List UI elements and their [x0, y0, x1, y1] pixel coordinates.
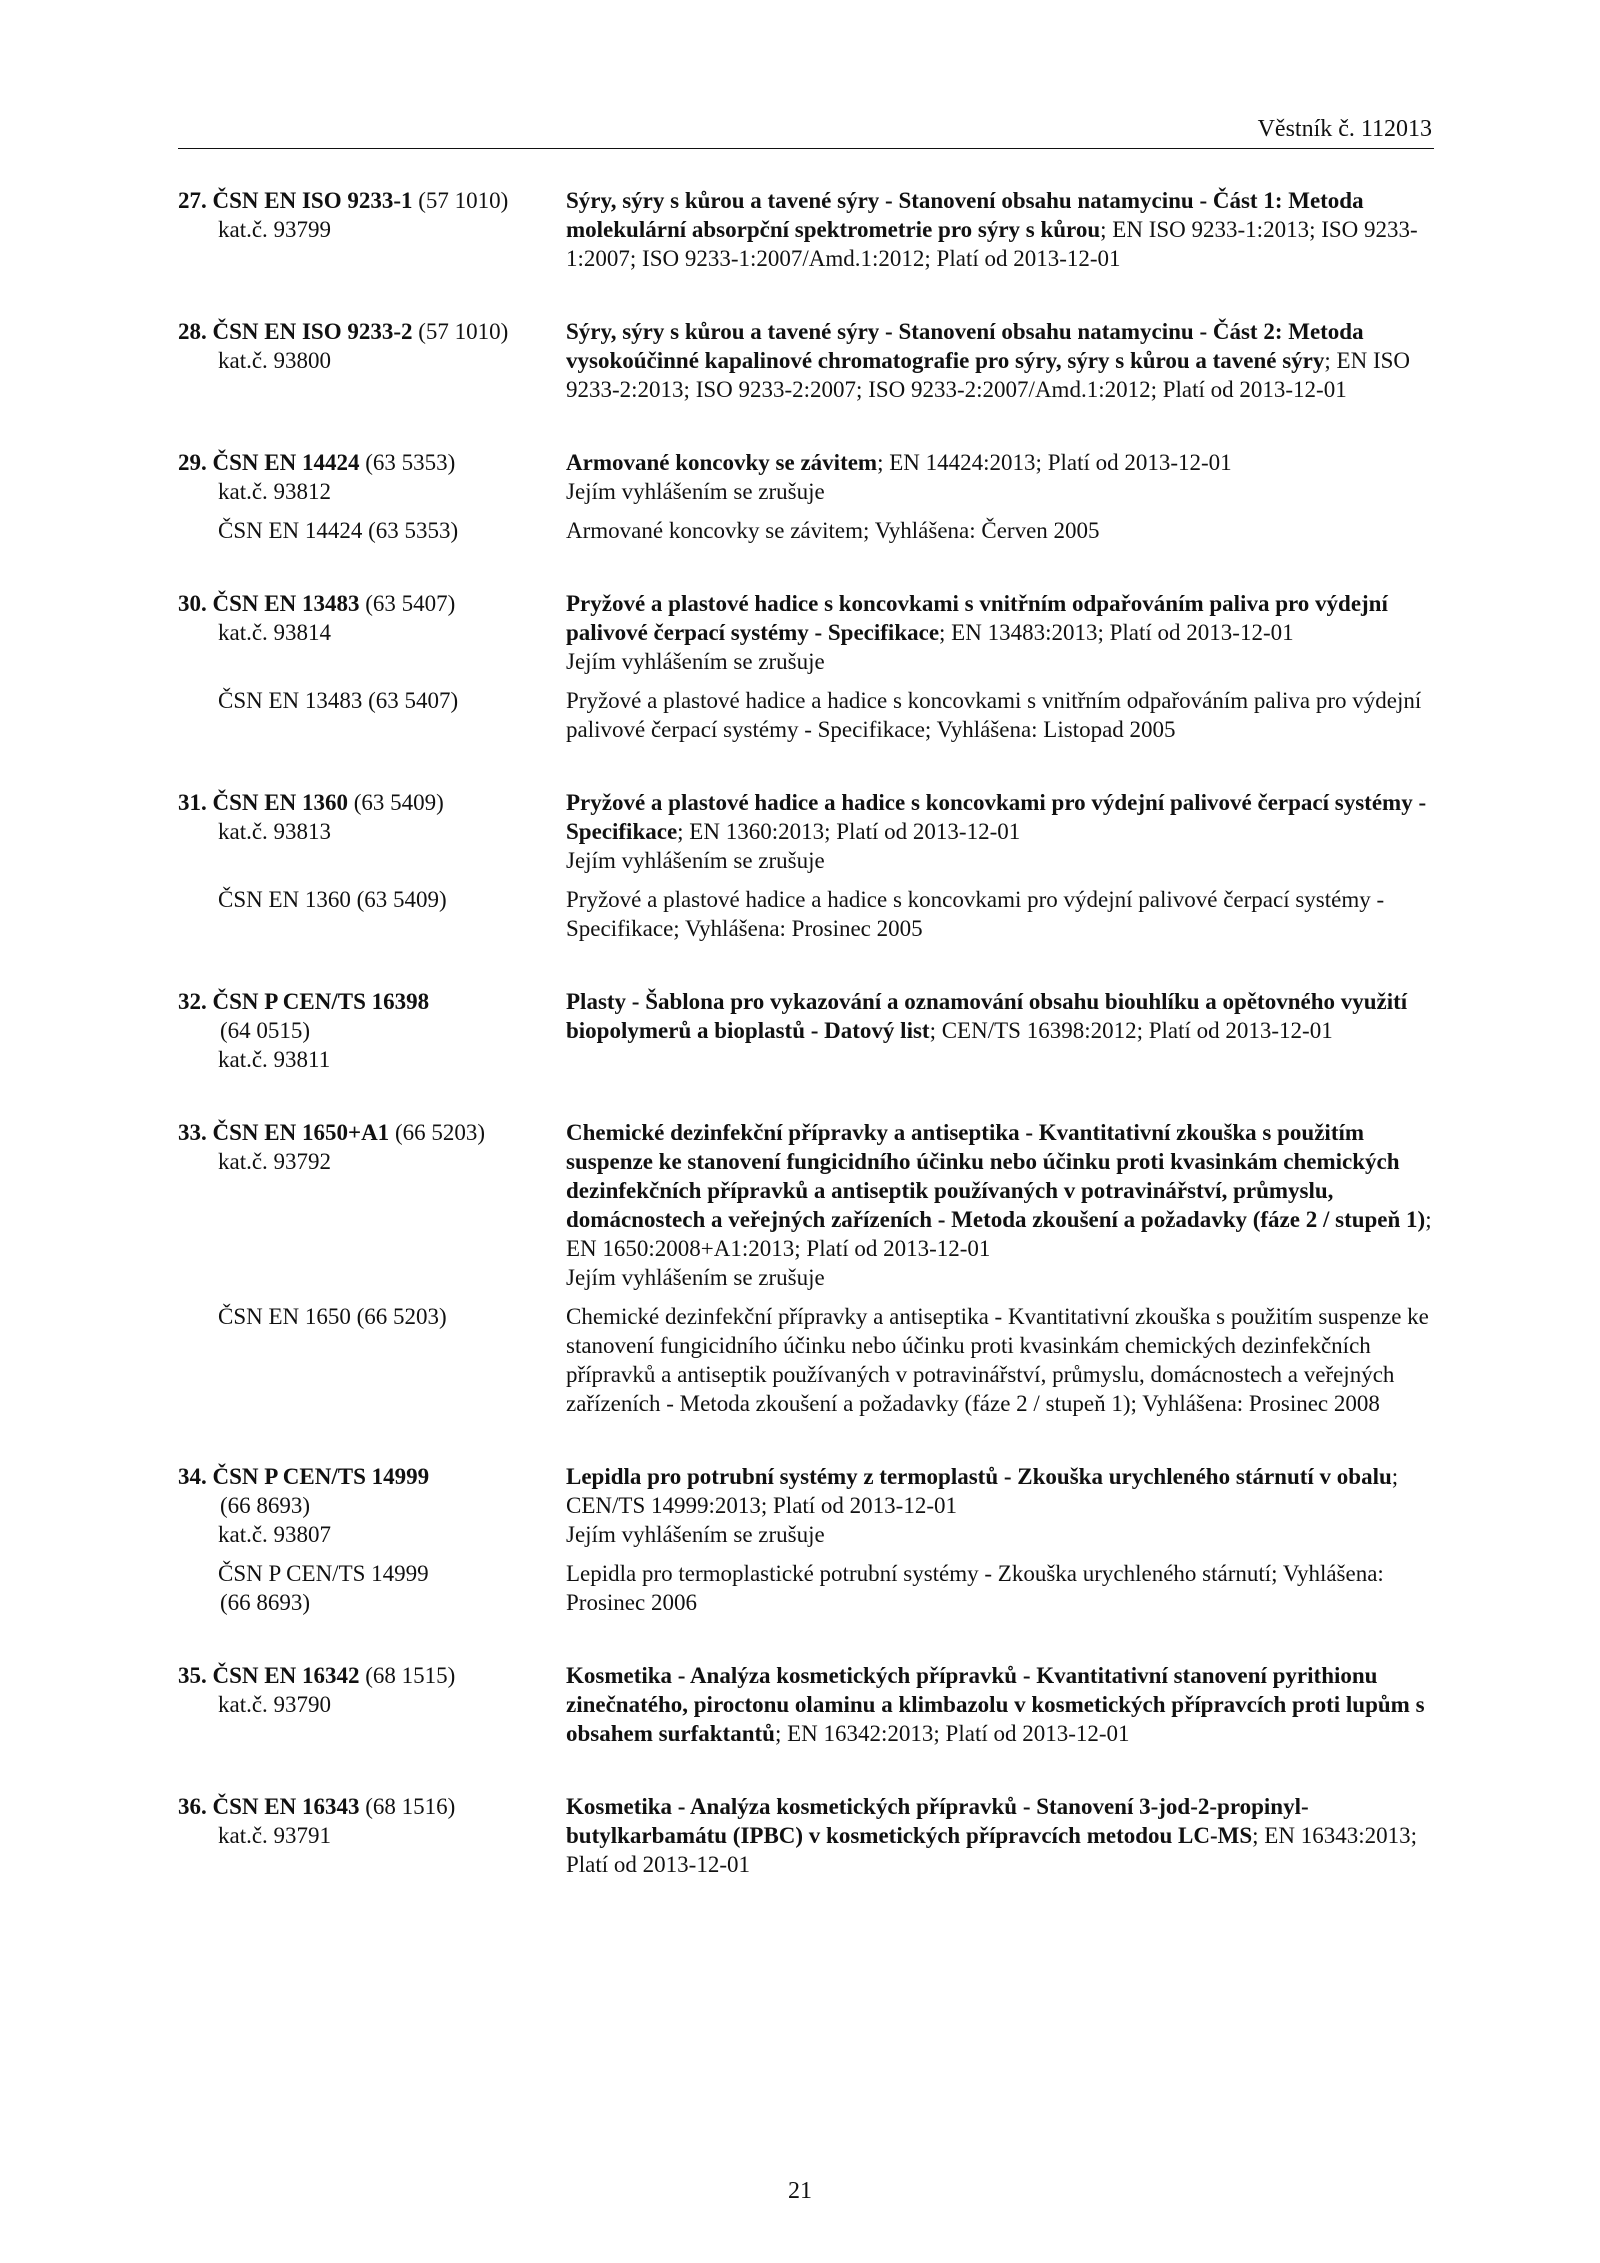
classification-code: (64 0515): [220, 1018, 311, 1043]
standard-code: ČSN EN 13483: [212, 591, 360, 616]
entry-identifier: [178, 1661, 566, 1748]
entry-main-row: [178, 317, 1434, 404]
standard-code: ČSN EN 16343: [212, 1794, 360, 1819]
entry-code-line: [178, 788, 566, 817]
entry-code-line: [178, 1462, 566, 1491]
entry-identifier: [178, 1462, 566, 1549]
catalog-number: kat.č. 93790: [218, 1692, 332, 1717]
standard-title: Plasty - Šablona pro vykazování a oznamování obsahu biouhlíku a opětovného využití biopolymerů a bioplastů - Datový list: [566, 989, 1408, 1043]
standard-title: Pryžové a plastové hadice s koncovkami s vnitřním odpařováním paliva pro výdejní palivové čerpací systémy - Specifikace: [566, 591, 1388, 645]
entry-identifier: [178, 186, 566, 273]
standard-entry: [178, 448, 1434, 545]
catalog-number: kat.č. 93799: [218, 217, 332, 242]
standard-details: ; CEN/TS 14999:2013; Platí od 2013-12-01: [566, 1464, 1399, 1518]
page-header: [178, 112, 1434, 149]
entry-description: [566, 317, 1434, 404]
entry-main-row: [178, 1118, 1434, 1292]
standard-details: ; EN 1360:2013; Platí od 2013-12-01: [677, 819, 1021, 844]
classification-code: (63 5407): [359, 591, 456, 616]
entry-code-line: [178, 1118, 566, 1147]
replaced-standard-code: ČSN EN 1650 (66 5203): [218, 1304, 447, 1329]
standard-title: Sýry, sýry s kůrou a tavené sýry - Stanovení obsahu natamycinu - Část 2: Metoda vysokoúčinné kapalinové chromatografie pro sýry, sýry s kůrou a tavené sýry: [566, 319, 1364, 373]
classification-code: (66 5203): [389, 1120, 486, 1145]
standard-entry: [178, 1661, 1434, 1748]
standard-entry: [178, 186, 1434, 273]
entry-number: 29.: [178, 450, 207, 475]
replaced-standard-row: [178, 1302, 1434, 1418]
entry-description: [566, 1661, 1434, 1748]
classification-code: (68 1516): [359, 1794, 456, 1819]
catalog-number: kat.č. 93807: [218, 1522, 332, 1547]
entry-main-row: [178, 1792, 1434, 1879]
page-number: 21: [788, 2178, 812, 2204]
entry-code-line: [178, 589, 566, 618]
entry-main-row: [178, 788, 1434, 875]
standard-title: Lepidla pro potrubní systémy z termoplastů - Zkouška urychleného stárnutí v obalu: [566, 1464, 1392, 1489]
replaced-identifier: [178, 885, 566, 943]
standard-entry: [178, 1792, 1434, 1879]
catalog-number: kat.č. 93812: [218, 479, 332, 504]
classification-code: (68 1515): [359, 1663, 456, 1688]
entry-identifier: [178, 987, 566, 1074]
cancellation-note: Jejím vyhlášením se zrušuje: [566, 1265, 825, 1290]
entry-description: [566, 186, 1434, 273]
cancellation-note: Jejím vyhlášením se zrušuje: [566, 479, 825, 504]
standard-details: ; EN 16342:2013; Platí od 2013-12-01: [774, 1721, 1130, 1746]
standard-details: ; EN 13483:2013; Platí od 2013-12-01: [939, 620, 1294, 645]
classification-code: (63 5409): [347, 790, 444, 815]
replaced-identifier: [178, 516, 566, 545]
replaced-standard-row: [178, 885, 1434, 943]
entry-code-line: [178, 186, 566, 215]
standard-title: Kosmetika - Analýza kosmetických přípravků - Kvantitativní stanovení pyrithionu zinečnatého, piroctonu olaminu a klimbazolu v kosmetických přípravcích proti lupům s obsahem surfaktantů: [566, 1663, 1425, 1746]
entry-number: 36.: [178, 1794, 207, 1819]
entry-number: 27.: [178, 188, 207, 213]
replaced-standard-text: Lepidla pro termoplastické potrubní systémy - Zkouška urychleného stárnutí; Vyhlášena: Prosinec 2006: [566, 1561, 1384, 1615]
standard-details: ; EN ISO 9233-2:2013; ISO 9233-2:2007; ISO 9233-2:2007/Amd.1:2012; Platí od 2013-12-01: [566, 348, 1411, 402]
catalog-number: kat.č. 93813: [218, 819, 332, 844]
standard-code: ČSN EN ISO 9233-2: [212, 319, 413, 344]
entry-description: [566, 448, 1434, 506]
catalog-number: kat.č. 93811: [218, 1047, 331, 1072]
entry-main-row: [178, 186, 1434, 273]
standard-code: ČSN EN 16342: [212, 1663, 360, 1688]
replaced-standard-code: ČSN P CEN/TS 14999: [218, 1561, 429, 1586]
entry-number: 32.: [178, 989, 207, 1014]
entry-description: [566, 1462, 1434, 1549]
entry-description: [566, 788, 1434, 875]
replaced-standard-code: ČSN EN 1360 (63 5409): [218, 887, 447, 912]
replaced-standard-row: [178, 1559, 1434, 1617]
catalog-number: kat.č. 93800: [218, 348, 332, 373]
classification-code: (57 1010): [412, 188, 509, 213]
standard-details: ; EN 16343:2013; Platí od 2013-12-01: [566, 1823, 1418, 1877]
entry-number: 34.: [178, 1464, 207, 1489]
entry-identifier: [178, 589, 566, 676]
replaced-identifier: [178, 1302, 566, 1418]
replaced-standard-text: Armované koncovky se závitem; Vyhlášena: Červen 2005: [566, 518, 1100, 543]
standard-title: Chemické dezinfekční přípravky a antiseptika - Kvantitativní zkouška s použitím suspenze ke stanovení fungicidního účinku nebo účinku proti kvasinkám chemických dezinfekčních přípravků a antiseptik používaných v potravinářství, průmyslu, domácnostech a veřejných zařízeních - Metoda zkoušení a požadavky (fáze 2 / stupeň 1): [566, 1120, 1426, 1232]
entry-identifier: [178, 448, 566, 506]
replaced-standard-code: ČSN EN 13483 (63 5407): [218, 688, 459, 713]
bulletin-title: Věstník č. 112013: [1257, 116, 1432, 142]
entry-identifier: [178, 1118, 566, 1292]
replaced-standard-row: [178, 516, 1434, 545]
replaced-standard-text: Pryžové a plastové hadice a hadice s koncovkami pro výdejní palivové čerpací systémy - Specifikace; Vyhlášena: Prosinec 2005: [566, 887, 1385, 941]
entry-identifier: [178, 1792, 566, 1879]
standard-title: Pryžové a plastové hadice a hadice s koncovkami pro výdejní palivové čerpací systémy - Specifikace: [566, 790, 1427, 844]
replaced-standard-text: Chemické dezinfekční přípravky a antiseptika - Kvantitativní zkouška s použitím suspenze ke stanovení fungicidního účinku nebo účinku proti kvasinkám chemických dezinfekčních přípravků a antiseptik používaných v potravinářství, průmyslu, domácnostech a veřejných zařízeních - Metoda zkoušení a požadavky (fáze 2 / stupeň 1); Vyhlášena: Prosinec 2008: [566, 1304, 1429, 1416]
standard-entry: [178, 317, 1434, 404]
standard-entry: [178, 788, 1434, 943]
entry-description: [566, 589, 1434, 676]
standard-details: ; EN 1650:2008+A1:2013; Platí od 2013-12-01: [566, 1207, 1432, 1261]
standard-code: ČSN P CEN/TS 14999: [212, 1464, 430, 1489]
cancellation-note: Jejím vyhlášením se zrušuje: [566, 649, 825, 674]
standard-entry: [178, 589, 1434, 744]
replaced-standard-code: ČSN EN 14424 (63 5353): [218, 518, 459, 543]
entry-code-line: [178, 448, 566, 477]
entry-code-line: [178, 987, 566, 1016]
classification-code: (63 5353): [359, 450, 456, 475]
replaced-identifier: [178, 1559, 566, 1617]
standard-code: ČSN EN 1360: [212, 790, 348, 815]
standard-entry: [178, 987, 1434, 1074]
standard-code: ČSN EN ISO 9233-1: [212, 188, 413, 213]
entry-main-row: [178, 589, 1434, 676]
catalog-number: kat.č. 93791: [218, 1823, 332, 1848]
catalog-number: kat.č. 93792: [218, 1149, 332, 1174]
entry-main-row: [178, 448, 1434, 506]
standard-code: ČSN P CEN/TS 16398: [212, 989, 430, 1014]
entry-identifier: [178, 788, 566, 875]
classification-code: (57 1010): [412, 319, 509, 344]
entry-number: 33.: [178, 1120, 207, 1145]
entry-main-row: [178, 987, 1434, 1074]
classification-code: (66 8693): [220, 1493, 311, 1518]
standard-title: Kosmetika - Analýza kosmetických přípravků - Stanovení 3-jod-2-propinyl-butylkarbamátu (IPBC) v kosmetických přípravcích metodou LC-MS: [566, 1794, 1309, 1848]
entry-number: 31.: [178, 790, 207, 815]
standard-code: ČSN EN 1650+A1: [212, 1120, 390, 1145]
cancellation-note: Jejím vyhlášením se zrušuje: [566, 848, 825, 873]
entry-number: 30.: [178, 591, 207, 616]
standard-title: Sýry, sýry s kůrou a tavené sýry - Stanovení obsahu natamycinu - Část 1: Metoda molekulární absorpční spektrometrie pro sýry s kůrou: [566, 188, 1364, 242]
entry-description: [566, 987, 1434, 1074]
catalog-number: kat.č. 93814: [218, 620, 332, 645]
entry-identifier: [178, 317, 566, 404]
cancellation-note: Jejím vyhlášením se zrušuje: [566, 1522, 825, 1547]
standard-entry: [178, 1118, 1434, 1418]
standard-details: ; EN ISO 9233-1:2013; ISO 9233-1:2007; ISO 9233-1:2007/Amd.1:2012; Platí od 2013-12-01: [566, 217, 1418, 271]
entry-main-row: [178, 1661, 1434, 1748]
standard-code: ČSN EN 14424: [212, 450, 360, 475]
replaced-identifier: [178, 686, 566, 744]
entry-code-line: [178, 1661, 566, 1690]
standard-title: Armované koncovky se závitem: [566, 450, 878, 475]
standard-details: ; CEN/TS 16398:2012; Platí od 2013-12-01: [929, 1018, 1333, 1043]
standards-list: [178, 186, 1434, 1923]
entry-description: [566, 1118, 1434, 1292]
entry-code-line: [178, 1792, 566, 1821]
replaced-classification-code: (66 8693): [220, 1590, 311, 1615]
entry-number: 35.: [178, 1663, 207, 1688]
entry-code-line: [178, 317, 566, 346]
replaced-standard-row: [178, 686, 1434, 744]
entry-description: [566, 1792, 1434, 1879]
replaced-standard-text: Pryžové a plastové hadice a hadice s koncovkami s vnitřním odpařováním paliva pro výdejní palivové čerpací systémy - Specifikace; Vyhlášena: Listopad 2005: [566, 688, 1422, 742]
entry-main-row: [178, 1462, 1434, 1549]
standard-entry: [178, 1462, 1434, 1617]
standard-details: ; EN 14424:2013; Platí od 2013-12-01: [877, 450, 1232, 475]
entry-number: 28.: [178, 319, 207, 344]
